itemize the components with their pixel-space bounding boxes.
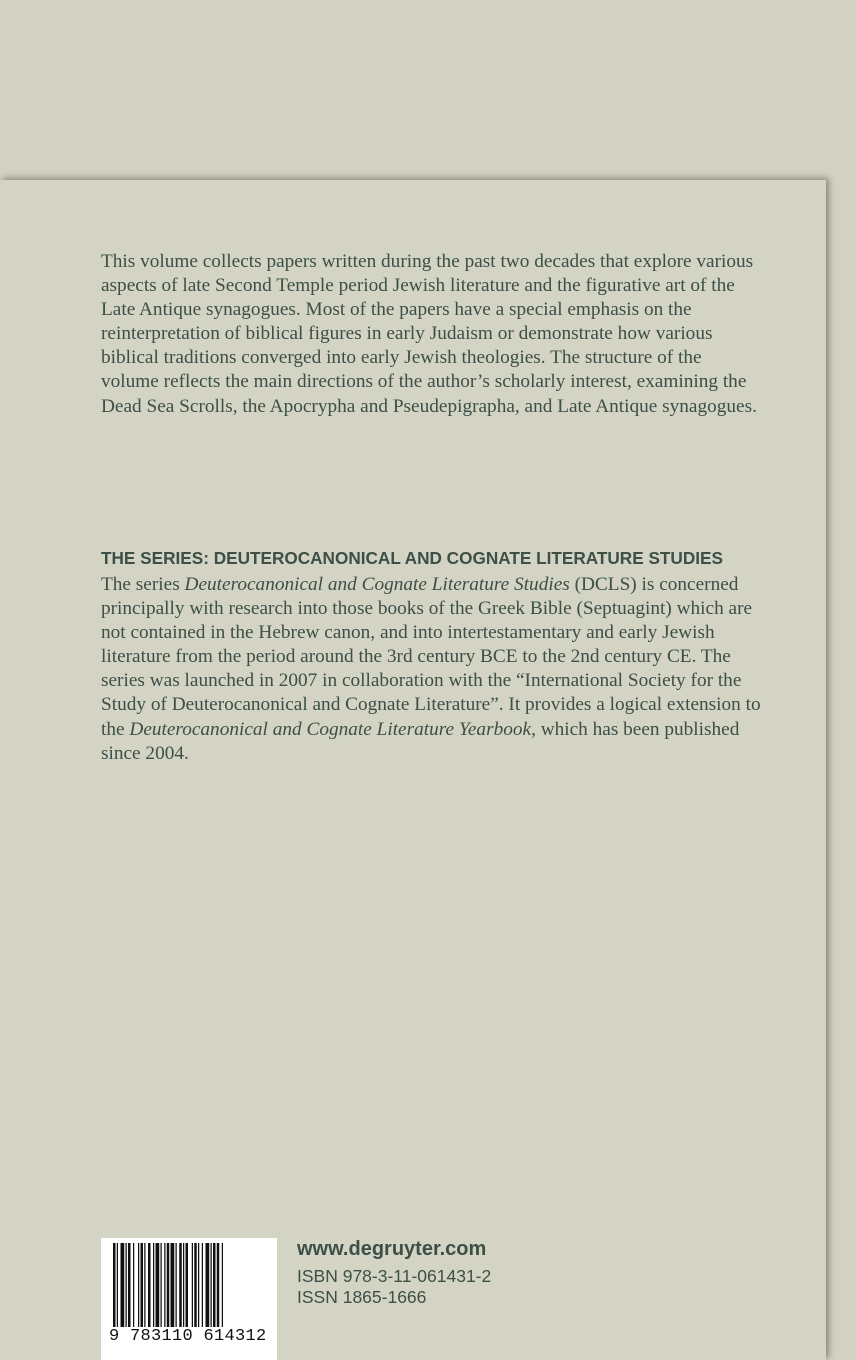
barcode-bar <box>176 1243 177 1331</box>
publisher-website: www.degruyter.com <box>297 1238 487 1260</box>
barcode-bar <box>206 1243 210 1331</box>
barcode-bar <box>138 1243 139 1331</box>
barcode-bar <box>148 1243 151 1331</box>
barcode-bar <box>179 1243 182 1331</box>
barcode-bar <box>156 1243 160 1331</box>
barcode-bar <box>133 1243 134 1331</box>
barcode-bar <box>198 1243 199 1331</box>
series-title-italic: Deuterocanonical and Cognate Literature Studies <box>184 574 570 595</box>
barcode-bar <box>222 1243 223 1331</box>
barcode-bar <box>144 1243 145 1331</box>
barcode-bar <box>171 1243 175 1331</box>
barcode-bar <box>213 1243 216 1331</box>
barcode-digits: 9 783110 614312 <box>109 1327 267 1346</box>
barcode-bar <box>167 1243 170 1331</box>
barcode-bar <box>194 1243 197 1331</box>
barcode-bar <box>192 1243 193 1331</box>
barcode-bar <box>126 1243 127 1331</box>
barcode-bar <box>211 1243 212 1331</box>
barcode-bar <box>161 1243 162 1331</box>
barcode-bar <box>117 1243 118 1331</box>
barcode-bar <box>141 1243 144 1331</box>
barcode-bar <box>164 1243 165 1331</box>
series-text-1: The series <box>101 574 185 595</box>
book-description: This volume collects papers written during the past two decades that explore various aspects of late Second Temple period Jewish literature and the figurative art of the Late Antique synagogues. Most of the papers have a special emphasis on the reinterpretation of biblical figures in early Judaism or demonstrate how various biblical traditions converged into early Jewish theologies. The structure of the volume reflects the main directions of the author’s scholarly interest, examining the Dead Sea Scrolls, the Apocrypha and Pseudepigrapha, and Late Antique synagogues. <box>101 251 757 417</box>
barcode <box>101 1238 277 1360</box>
barcode-bar <box>121 1243 125 1331</box>
barcode-bar <box>153 1243 154 1331</box>
yearbook-title-italic: Deuterocanonical and Cognate Literature Yearbook <box>129 718 532 740</box>
barcode-bar <box>113 1243 116 1331</box>
issn-number: ISSN 1865-1666 <box>297 1287 427 1307</box>
barcode-bar <box>202 1243 203 1331</box>
series-description <box>101 573 761 766</box>
barcode-bar <box>186 1243 189 1331</box>
series-text-3: , which has been published since 2004. <box>101 718 740 764</box>
series-text-2: (DCLS) is concerned principally with research into those books of the Greek Bible (Septuagint) which are not contained in the Hebrew canon, and into intertestamentary and early Jewish literature from the period around the 3rd century BCE to the 2nd century CE. The series was launched in 2007 in collaboration with the “International Society for the Study of Deuterocanonical and Cognate Literature”. It provides a logical extension to the <box>101 574 761 740</box>
barcode-bar <box>183 1243 184 1331</box>
series-heading: THE SERIES: DEUTEROCANONICAL AND COGNATE LITERATURE STUDIES <box>101 548 723 568</box>
isbn-number: ISBN 978-3-11-061431-2 <box>297 1266 492 1286</box>
barcode-bar <box>128 1243 131 1331</box>
barcode-bar <box>217 1243 220 1331</box>
